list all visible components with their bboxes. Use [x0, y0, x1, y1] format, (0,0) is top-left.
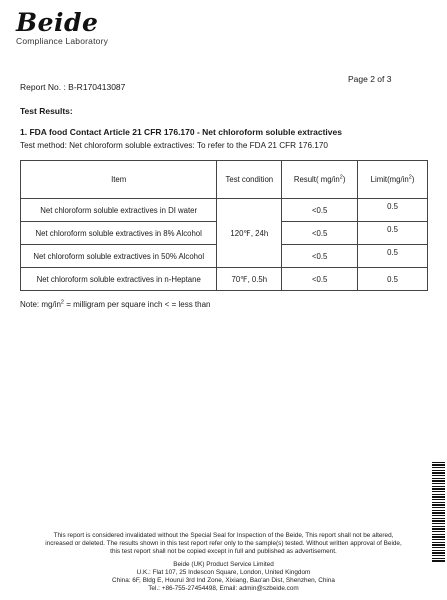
cell-result: <0.5	[282, 199, 358, 222]
footer-address-uk: U.K.: Flat 107, 25 Indescon Square, London, United Kingdom	[136, 569, 311, 576]
page-number: Page 2 of 3	[348, 74, 392, 84]
table-row	[21, 268, 428, 291]
company-logo	[16, 10, 108, 46]
table-row	[21, 199, 428, 222]
test-method: Test method: Net chloroform soluble extractives: To refer to the FDA 21 CFR 176.170	[20, 141, 328, 150]
cell-limit: 0.5	[358, 245, 428, 268]
cell-limit: 0.5	[358, 222, 428, 245]
logo-wordmark: Beide	[16, 8, 99, 37]
header-result: Result( $mg/in^2$)	[282, 161, 358, 199]
cell-item: Net chloroform soluble extractives in DI water	[21, 199, 217, 222]
test-results-heading: Test Results:	[20, 106, 73, 116]
cell-result: <0.5	[282, 245, 358, 268]
cell-test-condition: 70℉, 0.5h	[217, 268, 282, 291]
results-table	[20, 160, 428, 291]
cell-item: Net chloroform soluble extractives in n-Heptane	[21, 268, 217, 291]
footer-address-cn: China: 6F, Bldg E, Hourui 3rd Ind Zone, Xixiang, Bao'an Dist, Shenzhen, China	[112, 577, 335, 584]
footer-disclaimer: this test report shall not be copied except in full and published as advertisement.	[110, 548, 337, 555]
table-header-row	[21, 161, 428, 199]
cell-result: <0.5	[282, 222, 358, 245]
cell-item: Net chloroform soluble extractives in 50% Alcohol	[21, 245, 217, 268]
cell-test-condition: 120℉, 24h	[217, 199, 282, 268]
footer-disclaimer: This report is considered invalidated without the Special Seal for Inspection of the Beide, This report shall not be altered,	[53, 532, 394, 539]
header-test-condition: Test condition	[217, 161, 282, 199]
header-limit: $Limit(mg/in^2)$	[358, 161, 428, 199]
cell-limit: 0.5	[358, 199, 428, 222]
cell-item: Net chloroform soluble extractives in 8% Alcohol	[21, 222, 217, 245]
cell-limit: 0.5	[358, 268, 428, 291]
footer-company: Beide (UK) Product Service Limited	[173, 561, 274, 568]
footer	[10, 532, 437, 593]
units-note: Note: $mg/in^2$ = milligram per square inch < = less than	[20, 299, 211, 309]
cell-result: <0.5	[282, 268, 358, 291]
footer-contact: Tel.: +86-755-27454498, Email: admin@szbeide.com	[148, 585, 299, 592]
report-number: Report No. : B-R170413087	[20, 82, 126, 92]
section-title: 1. FDA food Contact Article 21 CFR 176.170 - Net chloroform soluble extractives	[20, 127, 342, 137]
logo-subtitle: Compliance Laboratory	[16, 36, 109, 46]
footer-disclaimer: increased or deleted. The results shown in this test report refer only to the sample(s) tested. Without written approval of Beide,	[45, 540, 402, 547]
header-item: Item	[21, 161, 217, 199]
